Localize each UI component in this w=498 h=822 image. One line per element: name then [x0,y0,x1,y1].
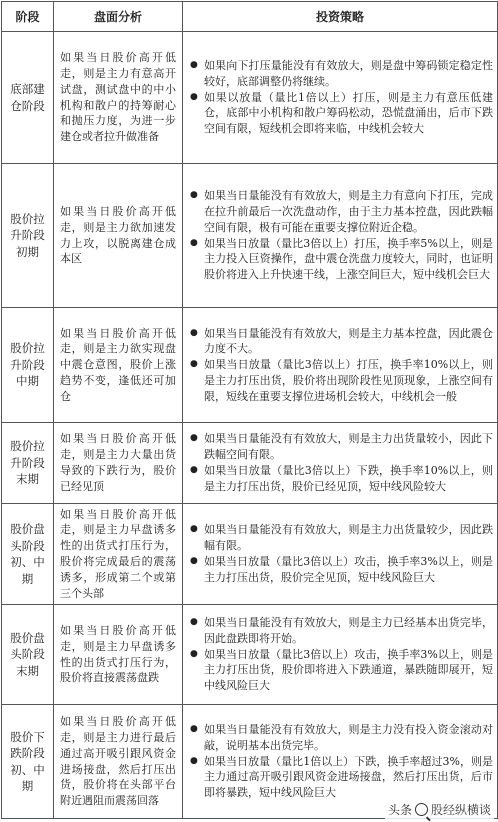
stage-cell: 股价拉升阶段初期 [2,164,54,308]
stage-cell: 底部建仓阶段 [2,32,54,164]
watermark-prefix: 头条 [387,803,412,817]
bullet-icon: ● [190,524,198,535]
strategy-cell [183,164,498,308]
table-row [2,504,498,605]
strategy-cell [183,504,498,605]
strategy-item [187,58,493,90]
bullet-icon: ● [190,755,198,766]
strategy-text: 如果当日放量（量比3倍以上）攻击，换手率3%以上，则是主力打压出货，股价完全见顶，短中线风险巨大 [204,555,493,584]
analysis-cell: 如果当日股价高开低走，则是主力早盘诱多性的出货式打压行为，股价将完成最后的震荡诱多，形成第二个或第三个头部 [54,504,183,605]
table-row [2,164,498,308]
watermark-name: 股经纵横谈 [430,803,491,817]
header-strategy: 投资策略 [183,2,498,32]
strategy-item [187,188,493,235]
stage-cell: 股价拉升阶段中期 [2,308,54,423]
bullet-icon: ● [190,433,198,444]
strategy-item [187,326,493,358]
bullet-icon: ● [190,648,198,659]
search-icon [415,803,428,816]
strategy-text: 如果当日量能没有有效放大，则是主力基本控盘，因此震仓力度不大。 [204,326,493,356]
bullet-icon: ● [190,91,198,102]
strategy-text: 如果当日放量（量比3倍以上）攻击，换手率3%以上，则是主力打压出货，股价即将进入下跌通道，暴跌随即展开，短中线风险巨大 [204,647,493,693]
bullet-icon: ● [190,190,198,201]
bullet-icon: ● [190,617,198,627]
bullet-icon: ● [190,724,198,734]
strategy-text: 如果当日量能没有有效放大，则是主力出货量较少，因此跌幅有限。 [204,523,493,553]
strategy-item [187,236,493,283]
table-row [2,605,498,705]
header-analysis: 盘面分析 [54,2,183,32]
strategy-text: 如果当日放量（量比3倍以上）打压，换手率10%以上，则是主力打压出货，股价将出现阶段性见顶现象，上涨空间有限，短线在重要支撑位进场机会较大，中线机会一般 [204,358,493,403]
analysis-cell: 如果当日股价高开低走，则是主力早盘诱多性的出货式打压行为，股价将直接震荡盘跌 [54,605,183,705]
strategy-item [187,754,493,801]
table-row [2,423,498,504]
strategy-text: 如果当日放量（量比3倍以上）下跌，换手率10%以上，则是主力打压出货，股价已经见顶，短中线风险较大 [204,464,493,493]
strategy-cell [183,32,498,164]
watermark [385,800,494,819]
strategy-item [187,647,493,694]
strategy-text: 如果当日量能没有有效放大，则是主力已经基本出货完毕，因此盘跌即将开始。 [204,616,493,645]
strategy-text: 如果以放量（量比1倍以上）打压，则是主力有意压低建仓，底部中小机构和散户筹码松动，恐慌盘涌出，后市下跌空间有限，短线机会即将来临，中线机会较大 [204,90,493,136]
analysis-cell: 如果当日股价高开低走，则是主力进行最后通过高开吸引跟风资金进场接盘，然后打压出货，股价将在头部平台附近遇阻而震荡回落 [54,705,183,819]
strategy-item [187,722,493,754]
bullet-icon: ● [190,60,198,70]
table-row [2,32,498,164]
bullet-icon: ● [190,556,198,566]
analysis-cell: 如果当日股价高开低走，则是主力欲实现盘中震仓意图，股价上涨趋势不变，逢低还可加仓 [54,308,183,423]
table-header-row [2,2,498,32]
strategy-cell [183,423,498,504]
stage-cell: 股价盘头阶段初、中期 [2,504,54,605]
analysis-cell: 如果当日股价高开低走，则是主力大量出货导致的下跌行为，股价已经见顶 [54,423,183,504]
header-stage: 阶段 [2,2,54,32]
analysis-cell: 如果当日股价高开低走，则是主力有意高开试盘，测试盘中的中小机构和散户的持筹耐心和抛压力度，为进一步建仓或者拉升做准备 [54,32,183,164]
strategy-text: 如果当日量能没有有效放大，则是主力有意向下打压，完成在拉升前最后一次洗盘动作，由于主力基本控盘，因此跌幅空间有限，极有可能在重要支撑位附近企稳。 [204,189,493,234]
strategy-cell [183,605,498,705]
strategy-item [187,522,493,554]
bullet-icon: ● [190,465,198,475]
strategy-table [1,1,498,819]
stage-cell: 股价下跌阶段初、中期 [2,705,54,819]
strategy-item [187,615,493,647]
analysis-cell: 如果当日股价高开低走，则是主力欲加速发力上攻，以脱离建仓成本区 [54,164,183,308]
strategy-item [187,357,493,404]
bullet-icon: ● [190,237,198,248]
strategy-text: 如果当日量能没有有效放大，则是主力出货量较小，因此下跌幅空间有限。 [204,432,493,462]
strategy-item [187,431,493,463]
strategy-text: 如果当日放量（量比1倍以上）下跌，换手率超过3%，则是主力通过高开吸引跟风资金进场接盘，然后打压出货，后市即将暴跌，短中线风险巨大 [204,754,493,800]
strategy-text: 如果向下打压量能没有有效放大，则是盘中筹码锁定稳定性较好，底部调整仍将继续。 [204,59,493,88]
bullet-icon: ● [190,359,198,370]
table-row [2,308,498,423]
strategy-item [187,554,493,586]
strategy-cell [183,308,498,423]
strategy-text: 如果当日量能没有有效放大，则是主力没有投入资金滚动对敲，说明基本出货完毕。 [204,723,493,752]
bullet-icon: ● [190,327,198,338]
strategy-item [187,90,493,137]
strategy-text: 如果当日放量（量比3倍以上）打压，换手率5%以上，则是主力投入巨资操作，盘中震仓洗盘力度较大，同时，也证明股价将进入上升快速干线，上涨空间巨大，短中线机会巨大 [204,236,493,282]
stage-cell: 股价盘头阶段末期 [2,605,54,705]
stage-cell: 股价拉升阶段末期 [2,423,54,504]
strategy-item [187,463,493,495]
